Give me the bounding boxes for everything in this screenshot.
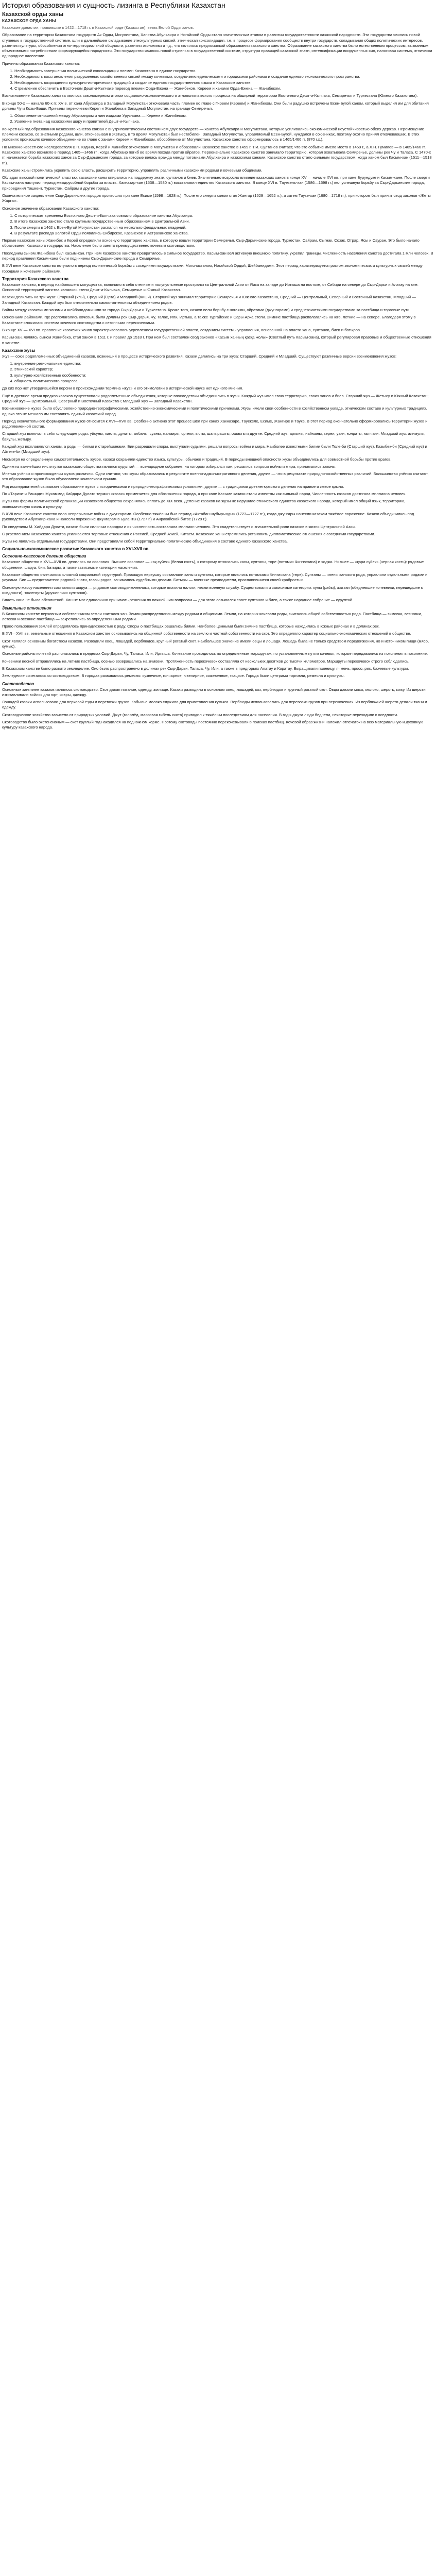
- paragraph: Каждый жуз возглавлялся ханом, а роды — биями и старейшинами. Бии разрешали споры, выступали судьями, решали вопросы войны и мира. Наиболее известными биями были Толе-би (Старший жуз), Казыбек-би (Средний жуз) и Айтеке-би (Младший жуз).: [2, 444, 427, 454]
- paragraph: Первые казахские ханы Жанибек и Керей определили основную территорию ханства, в которую вошли территории Семиречья, Сыр-Дарьинские города, Туркестан, Сайрам, Сыгнак, Созак, Отрар, Ясы и Сауран. Это было начало образования Казахского государства. Население было занято преимущественно кочевым скотоводством.: [2, 238, 420, 248]
- paragraph: Ещё в древнее время предков казахов существовали родоплеменные объединения, которые впоследствии объединились в жузы. Каждый жуз имел свою территорию, своих ханов и биев. Старший жуз — Жетысу и Южный Казахстан; Средний жуз — Центральный, Северный и Восточный Казахстан; Младший жуз — Западный Казахстан.: [2, 393, 429, 403]
- list-item: 1. Обострение отношений между Абулхаиром и чингизидами Урус-хана — Кереем и Жанибеком.: [14, 113, 434, 118]
- section-heading-zhuz: Казахские жузы: [2, 348, 36, 353]
- paragraph: В конце 50-х — начале 60-х гг. XV в. от хана Абулхаира в Западный Могулистан откочевала часть племен во главе с Гиреем (Кереем) и Жанибеком. Они были радушно встречены Есен-Бугой ханом, который выделил им для обитания долины Чу и Козы-Баши. Причины перекочевки Керея и Жанибека в Западный Могулистан, на границе Семиречья.: [2, 100, 429, 111]
- paragraph: Казахские ханы стремились укрепить свою власть, расширить территорию, управлять различными казахскими родами и кочевыми общинами.: [2, 167, 263, 173]
- subsection-heading-social: Сословно-классовое деление общества: [2, 554, 86, 559]
- page-title: История образования и сущность лизинга в Республики Казахстан: [2, 1, 225, 9]
- paragraph: Конкретный год образования Казахского ханства связан с внутриполитическим состоянием двух государств — ханства Абулхаира и Могулистана, которые усиливались экономической неустойчивостью обеих держав. Перемещение племени казахов, со знатными родами, шли, откочевывая в Жетысу, в то время Могулистан был нестабилен. Западный Могулистан, управляемый Есен-Бугой, нуждался в союзниках, поэтому охотно принял откочевавших. В этих условиях произошло кочевое объединение во главе с ханами Кереем и Жанибеком, обособление от Могулистана. Казахское ханство сформировалось в 1465/1466 гг. (870 г.х.).: [2, 126, 424, 142]
- paragraph: Возникновение Казахского ханства явилось закономерным итогом социально-экономического и этнополитического процесса на обширной территории Восточного Дешт-и-Кыпчака, Семиречья и Туркестана (Южного Казахстана).: [2, 93, 418, 98]
- paragraph: Период окончательного формирования жузов относится к XVI—XVII вв. Особенно активно этот процесс шёл при ханах Хакназаре, Тауекеле, Есиме, Жангире и Тауке. В этот период окончательно сформировались территории жузов и родоплеменной состав.: [2, 418, 428, 429]
- article-title: Казахской орды ханы: [2, 11, 64, 18]
- paragraph: С укреплением Казахского ханства усиливаются торговые отношения с Россией, Средней Азией, Китаем. Казахские ханы стремились установить дипломатические отношения с соседними государствами.: [2, 531, 375, 536]
- list-item: 1. внутренние региональные единства;: [14, 361, 434, 366]
- paragraph: Кочевники весной отправлялись на летние пастбища, осенью возвращались на зимовки. Протяженность перекочевок составляла от нескольких десятков до тысячи километров. Маршруты перекочевок строго соблюдались.: [2, 658, 410, 664]
- document-page: [0, 1, 436, 737]
- subsection-heading-cattle: Скотоводство: [2, 681, 34, 686]
- list-item: 3. После смерти в 1462 г. Есен-Бугой Могулистан распался на несколько феодальных владений.: [14, 225, 434, 230]
- paragraph: В Казахском ханстве было развито земледелие. Оно было распространено в долинах рек Сыр-Дарьи, Таласа, Чу, Или, а также в предгорьях Алатау и Каратау. Выращивали пшеницу, ячмень, просо, рис, бахчевые культуры.: [2, 666, 409, 671]
- paragraph: В XVII веке Казахское ханство вело непрерывные войны с джунгарами. Особенно тяжёлым был период «Актабан шубырынды» (1723—1727 гг.), когда джунгары нанесли казахам тяжёлое поражение. Казахи объединились под руководством Абулхаир-хана и нанесли поражение джунгарам в Буланты (1727 г.) и Анракайской битве (1729 г.).: [2, 511, 414, 522]
- paragraph: Жуз — союз родоплеменных объединений казахов, возникший в процессе исторического развития. Казахи делились на три жуза: Старший, Средний и Младший. Существуют различные версии возникновения жузов:: [2, 353, 397, 359]
- list-item: 4. общность политического процесса.: [14, 379, 434, 384]
- paragraph: Жузы не являлись отдельными государствами. Они представляли собой территориально-политические объединения в составе единого Казахского ханства.: [2, 539, 288, 544]
- list-item: 1. С историческим временем Восточного Дешт-и-Кыпчака совпало образование ханства Абулхаира.: [14, 213, 434, 218]
- paragraph: Несмотря на определенную самостоятельность жузов, казахи сохраняли единство языка, культуры, обычаев и традиций. В периоды внешней опасности жузы объединялись для совместной борьбы против врагов.: [2, 456, 392, 462]
- paragraph: Скотоводство было экстенсивным — скот круглый год находился на подножном корме. Поэтому скотоводы постоянно перекочевывали в поисках пастбищ. Кочевой образ жизни наложил отпечаток на всю материальную и духовную культуру казахского народа.: [2, 719, 424, 730]
- paragraph: Окончательное закрепление Сыр-Дарьинских городов произошло при хане Есиме (1598—1628 гг.). После его смерти ханом стал Жангир (1629—1652 гг.), а затем Тауке-хан (1680—1718 гг.), при котором был принят свод законов «Жеты Жаргы».: [2, 193, 431, 204]
- paragraph: Основное значение образования Казахского ханства:: [2, 206, 99, 211]
- paragraph: Обладая высокой политической властью, казахские ханы опирались на поддержку знати, султанов и биев. Значительно возросло влияние казахских ханов в конце XV — начале XVI вв. при хане Бурундуке и Касым-хане. После смерти Касым-хана наступил период междоусобной борьбы за власть. Хакназар-хан (1538—1580 гг.) восстановил единство Казахского ханства. В конце XVI в. Тауекель-хан (1586—1598 гг.) вел успешную борьбу за Сыр-Дарьинские города, присоединил Ташкент, Туркестан, Сайрам и другие города.: [2, 175, 430, 191]
- paragraph: Последним сыном Жанибека был Касым-хан. При нем Казахское ханство превратилось в сильное государство. Касым-хан вел активную внешнюю политику, укрепил границы. Численность населения ханства достигала 1 млн человек. В период правления Касым-хана были подчинены Сыр-Дарьинские города и Семиречье.: [2, 250, 433, 261]
- paragraph: В конце XV — XVI вв. правление казахских ханов характеризовалось укреплением государственной власти, созданием системы управления, основанной на власти хана, султанов, биев и батыров.: [2, 327, 361, 332]
- paragraph: Казахское общество в XVI—XVII вв. делилось на сословия. Высшее сословие — «ақ сүйек» (белая кость), к которому относились ханы, султаны, торе (потомки Чингисхана) и ходжи. Низшее — «қара сүйек» (черная кость): рядовые общинники, шаруа, бии, батыры, а также зависимые категории населения.: [2, 560, 424, 570]
- list-item: 2. Усиление гнета над казахскими шару и правителей Дешт-и-Кыпчака.: [14, 119, 434, 124]
- list-item: 1. Необходимость завершения политической консолидации племен Казахстана в единое государство.: [14, 69, 434, 74]
- paragraph: Старший жуз включал в себя следующие роды: уйсуны, канлы, дулаты, албаны, суаны, жалаиры, сргели, ысты, шапырашты, ошакты и другие. Средний жуз: аргыны, найманы, кереи, уаки, конраты, кыпчаки. Младший жуз: алимулы, байулы, жетыру.: [2, 431, 426, 442]
- paragraph: Возникновение жузов было обусловлено природно-географическими, хозяйственно-экономическими и политическими причинами. Жузы имели свои особенности в хозяйственном укладе, этническом составе и культурных традициях, однако это не мешало им составлять единый казахский народ.: [2, 406, 427, 416]
- list-item: 4. В результате распада Золотой Орды появились Сибирское, Казанское и Астраханское ханства.: [14, 231, 434, 236]
- paragraph: Основные районы кочевий располагались в пределах Сыр-Дарьи, Чу, Таласа, Или, Иртыша. Кочевание проводилось по определенным маршрутам, по установленным путям кочевья, которые передавались из поколения в поколение.: [2, 651, 428, 656]
- paragraph: В XVI—XVII вв. земельные отношения в Казахском ханстве основывались на общинной собственности на землю и частной собственности на скот. Это определяло характер социально-экономических отношений в обществе.: [2, 631, 411, 636]
- section-heading-territory: Территория Казахского ханства: [2, 276, 69, 281]
- reasons-list: [2, 69, 434, 91]
- zhuz-versions-list: [2, 361, 434, 384]
- section-heading-socio-economic: Социально-экономическое развитие Казахского ханства в XVI-XVII вв.: [2, 547, 150, 552]
- paragraph: По сведениям М. Хайдара Дулати, казахи были сильным народом и их численность составляла миллион человек. Это свидетельствует о значительной роли казахов в жизни Центральной Азии.: [2, 524, 356, 529]
- paragraph: Основным занятием казахов являлось скотоводство. Скот давал питание, одежду, жилище. Казахи разводили в основном овец, лошадей, коз, верблюдов и крупный рогатый скот. Овцы давали мясо, молоко, шерсть, кожу. Из шерсти изготавливали войлок для юрт, ковры, одежду.: [2, 687, 426, 697]
- article-meta: Казахские династии, правившие в 1422—1718 гг. в Казахской орде (Казахстан), ветвь Белой Орды ханов.: [2, 25, 194, 30]
- paragraph: Мнения учёных о происхождении жузов различны. Одни считают, что жузы образовались в результате военно-административного деления, другие — что в результате природно-хозяйственных различий. Большинство учёных считают, что образование жузов было обусловлено комплексом причин.: [2, 471, 429, 482]
- paragraph: Лошадей казахи использовали для верховой езды и перевозки грузов. Кобылье молоко служило для приготовления кумыса. Верблюды использовались для перевозки грузов при перекочевках. Из верблюжьей шерсти делали ткани и одежду.: [2, 700, 427, 710]
- paragraph: Основными районами, где располагались кочевья, были долины рек Сыр-Дарья, Чу, Талас, Или, Иртыш, а также Тургайские и Сары-Арка степи. Зимние пастбища располагались на юге, летние — на севере. Благодаря этому в Казахстане сложилась система кочевого скотоводства с сезонными перекочевками.: [2, 315, 416, 325]
- paragraph: В XVI веке Казахское ханство вступило в период политической борьбы с соседними государствами: Моголистаном, Ногайской Ордой, Шейбанидами. Этот период характеризуется ростом экономических и культурных связей между городами и кочевыми районами.: [2, 263, 423, 274]
- paragraph: По мнению известного исследователя В.П. Юдина, Керей и Жанибек откочевали в Могулистан и образовали Казахское ханство в 1459 г. Т.И. Султанов считает, что это событие имело место в 1459 г., а Л.Н. Гумилев — в 1465/1466 гг. Казахское ханство возникло в период 1465—1466 гг., когда Абулхаир погиб во время похода против ойратов. Первоначально Казахское ханство занимало территорию, которая охватывала Семиречье, долины рек Чу и Таласа. С 1470-х гг. начинается борьба казахских ханов за Сыр-Дарьинские города, за которые велась вражда между потомками Абулхаира и казахскими ханами. Казахское ханство стало сильным государством, когда ханом был Касым-хан (1511—1518 гг.).: [2, 144, 432, 165]
- significance-list: [2, 213, 434, 236]
- paragraph: Казахское ханство, в период наибольшего могущества, включало в себя степные и полупустынные пространства Центральной Азии от Яика на западе до Иртыша на востоке, от Сибири на севере до Сыр-Дарьи и Алатау на юге. Основной территорией ханства являлись степи Дешт-и-Кыпчака, Семиречье и Южный Казахстан.: [2, 282, 418, 293]
- paragraph: Касым-хан, являясь сыном Жанибека, стал ханом в 1511 г. и правил до 1518 г. При нем был составлен свод законов «Касым ханның қасқа жолы» (Светлый путь Касым-хана), который регулировал правовые и общественные отношения в ханстве.: [2, 335, 431, 345]
- paragraph: Образование на территории Казахстана государств Ак Орды, Могулистана, Ханства Абулхаира и Ногайской Орды стало значительным этапом в развитии государственности казахской народности. Эти государства явились новой ступенью в государственной системе, шли в дальнейшем складывание этнокультурных связей, этническая консолидация, т.е. в процессе формирования сообществ внутри государств, складывания общих политических интересов, развития культуры, обособления этно-территориальной общности, развития экономики и т.д., что являлось предпосылкой образования казахского ханства. Образование казахского ханства было естественным процессом, вызванным объективными потребностями формирующейся народности. Это государство явилось новой ступенью в государственной системе, структура правящей казахской знати, интенсификации вооруженных сил, налоговая система, этнически однородное население.: [2, 32, 432, 59]
- paragraph: До сих пор нет утвердившейся версии о происхождении термина «жуз» и его этимологии в исторической науке нет единого мнения.: [2, 386, 243, 391]
- list-item: 3. Необходимость возрождения культурно-исторических традиций и создание единого государственного языка в Казахском ханстве.: [14, 80, 434, 86]
- migration-reasons-list: [2, 113, 434, 125]
- paragraph: Право пользования землей определялось принадлежностью к роду. Споры о пастбищах решались биями. Наиболее ценными были зимние пастбища, которые находились в южных районах и в долинах рек.: [2, 624, 380, 629]
- article-subtitle: КАЗАХСКОЕ ОРДА ХАНЫ: [2, 18, 57, 23]
- paragraph: По «Тарихи-и Рашиди» Мухаммед Хайдара Дулати термин «казах» применяется для обозначения народа, а при хане Касыме казахи стали известны как сильный народ. Численность казахов достигала миллиона человек.: [2, 492, 407, 497]
- list-item: 2. В итоге Казахское ханство стало крупным государственным образованием в Центральной Азии.: [14, 219, 434, 224]
- paragraph: Ряд исследователей связывает образование жузов с историческими и природно-географическими условиями, другие — с традициями древнетюркского деления на правое и левое крыло.: [2, 484, 344, 489]
- list-item: 4. Стремление обеспечить в Восточном Дешт-и-Кыпчаке перевод племен Орда-Ежена — Жанибеком, Кереем и ханами Орда-Ежена — Жанибеком.: [14, 86, 434, 91]
- paragraph: Одним из важнейших институтов казахского общества являлся курултай — всенародное собрание, на котором избирался хан, решались вопросы войны и мира, принимались законы.: [2, 464, 337, 469]
- paragraph: Земледелие сочеталось со скотоводством. В городах развивалось ремесло: кузнечное, гончарное, ювелирное, кожевенное, ткацкое. Города были центрами торговли, ремесла и культуры.: [2, 673, 345, 679]
- paragraph: Скот являлся основным богатством казахов. Разводили овец, лошадей, верблюдов, крупный рогатый скот. Наибольшее значение имели овцы и лошади. Лошадь была не только средством передвижения, но и источником пищи (мясо, кумыс).: [2, 638, 429, 649]
- paragraph: Причины образования Казахского ханства:: [2, 61, 80, 66]
- paragraph: Власть хана не была абсолютной. Хан не мог единолично принимать решения по важнейшим вопросам — для этого созывался совет султанов и биев, а также народное собрание — курултай.: [2, 598, 354, 603]
- paragraph: Основную массу населения составляли шаруа — рядовые скотоводы-кочевники, которые платили налоги, несли военную службу. Существовали и зависимые категории: кулы (рабы), жатаки (обедневшие кочевники, перешедшие к оседлости), тюленгуты (дружинники султанов).: [2, 585, 423, 595]
- paragraph: Скотоводческое хозяйство зависело от природных условий. Джут (гололёд, массовая гибель скота) приводил к тяжёлым последствиям для населения. В годы джута люди беднели, некоторые переходили к оседлости.: [2, 712, 398, 717]
- paragraph: В Казахском ханстве верховным собственником земли считался хан. Земли распределялись между родами и общинами. Земли, на которых кочевали роды, считались общей собственностью рода. Пастбища — зимовки, весновки, летовки и осенние пастбища — закреплялись за определенными родами.: [2, 611, 422, 621]
- paragraph: Казахи делились на три жуза: Старший (Улы), Средний (Орта) и Младший (Киши). Старший жуз занимал территорию Семиречья и Южного Казахстана, Средний — Центральный, Северный и Восточный Казахстан, Младший — Западный Казахстан. Каждый жуз был относительно самостоятельным объединением родов.: [2, 295, 416, 305]
- list-item: 3. культурно-хозяйственные особенности;: [14, 373, 434, 378]
- list-item: 2. этнический характер;: [14, 367, 434, 372]
- subsection-heading-land: Земельные отношения: [2, 605, 51, 611]
- paragraph: Войны между казахскими ханами и шейбанидами шли за города Сыр-Дарьи и Туркестана. Кроме того, казахи вели борьбу с ногаями, ойратами (джунгарами) и среднеазиатскими государствами за пастбища и торговые пути.: [2, 308, 411, 313]
- list-item: 2. Необходимость восстановления разрушенных хозяйственных связей между кочевыми, оседло-земледельческими и городскими районами и создание единого экономического пространства.: [14, 74, 434, 79]
- paragraph: Казахское общество отличалось сложной социальной структурой. Правящую верхушку составляли ханы и султаны, которые являлись потомками Чингисхана (төре). Султаны — члены ханского рода, управляли отдельными родами и улусами. Бии — представители родовой знати, главы родов, занимались судебными делами. Батыры — военные предводители, прославившиеся своей храбростью.: [2, 572, 428, 583]
- paragraph: Жузы как формы политической организации казахского общества сохранялись вплоть до XIX века. Деление казахов на жузы не нарушило этнического единства казахского народа, который имел общий язык, территорию, экономическую жизнь и культуру.: [2, 499, 406, 509]
